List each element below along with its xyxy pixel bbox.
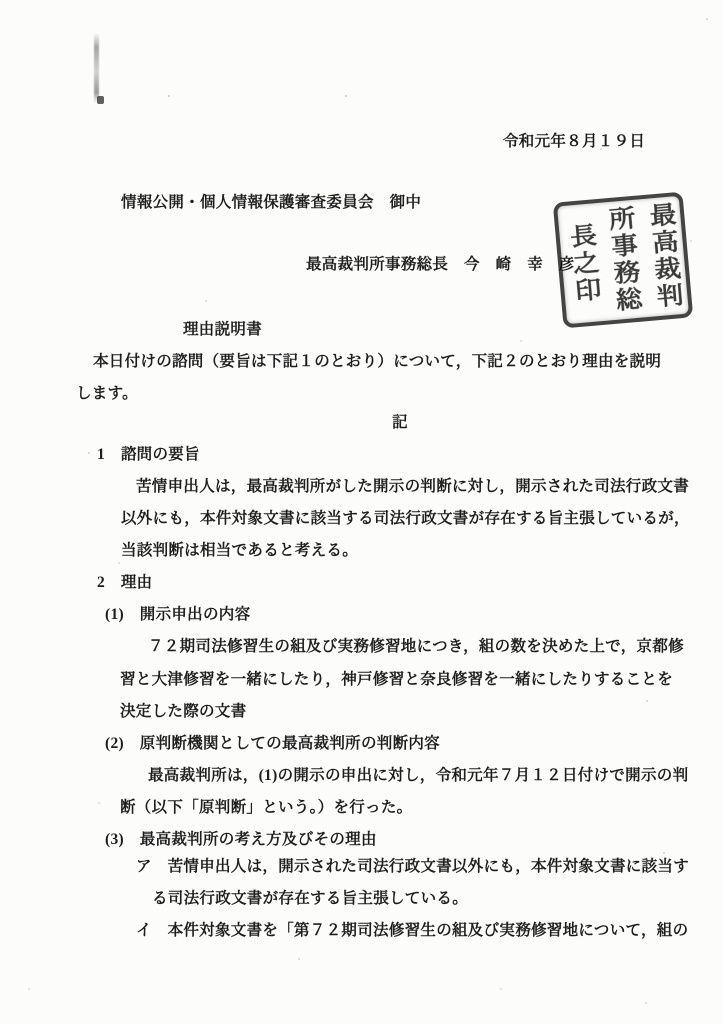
section1-line: 以外にも，本件対象文書に該当する司法行政文書が存在する旨主張しているが， [121,510,690,527]
scan-artifact-smudge [94,33,99,103]
intro-line-2: します。 [76,385,138,402]
addressee-line: 情報公開・個人情報保護審査委員会 御中 [121,194,422,211]
section1-line: 当該判断は相当であると考える。 [121,542,359,559]
item2-line: 断（以下「原判断」という。）を行った。 [120,799,413,816]
item2-heading: (2) 原判断機関としての最高裁判所の判断内容 [105,735,440,752]
item3-sub-i-line: イ 本件対象文書を「第７２期司法修習生の組及び実務修習地について，組の [136,922,689,939]
item2-line: 最高裁判所は，(1)の開示の申出に対し，令和元年７月１２日付けで開示の判 [148,767,689,784]
item1-line: 決定した際の文書 [120,703,247,720]
official-seal [553,192,693,329]
item3-sub-a-line: る司法行政文書が存在する旨主張している。 [152,890,469,907]
item1-heading: (1) 開示申出の内容 [105,606,251,623]
document-date: 令和元年８月１９日 [503,133,646,150]
record-marker: 記 [392,414,408,431]
section2-heading: 2 理由 [97,574,153,591]
intro-line-1: 本日付けの諮問（要旨は下記１のとおり）について，下記２のとおり理由を説明 [93,353,662,370]
item3-sub-a-line: ア 苦情申出人は，開示された司法行政文書以外にも，本件対象文書に該当す [136,858,690,875]
item1-line: ７２期司法修習生の組及び実務修習地につき，組の数を決めた上で，京都修 [148,638,684,655]
sender-line: 最高裁判所事務総長 今 崎 幸 彦 [306,256,575,273]
seal-text-column-3: 長之印 [564,222,600,306]
seal-text-column-1: 最高裁判 [643,201,682,312]
section1-line: 苦情申出人は，最高裁判所がした開示の判断に対し，開示された司法行政文書 [136,478,690,495]
seal-text-column-2: 所事務総 [603,205,642,316]
section1-heading: 1 諮問の要旨 [97,446,200,463]
scan-noise-speckles [0,0,2,2]
item3-heading: (3) 最高裁判所の考え方及びその理由 [105,831,377,848]
scan-artifact-dot [97,96,104,104]
item1-line: 習と大津修習を一緒にしたり，神戸修習と奈良修習を一緒にしたりすることを [120,671,674,688]
document-title: 理由説明書 [183,321,263,338]
